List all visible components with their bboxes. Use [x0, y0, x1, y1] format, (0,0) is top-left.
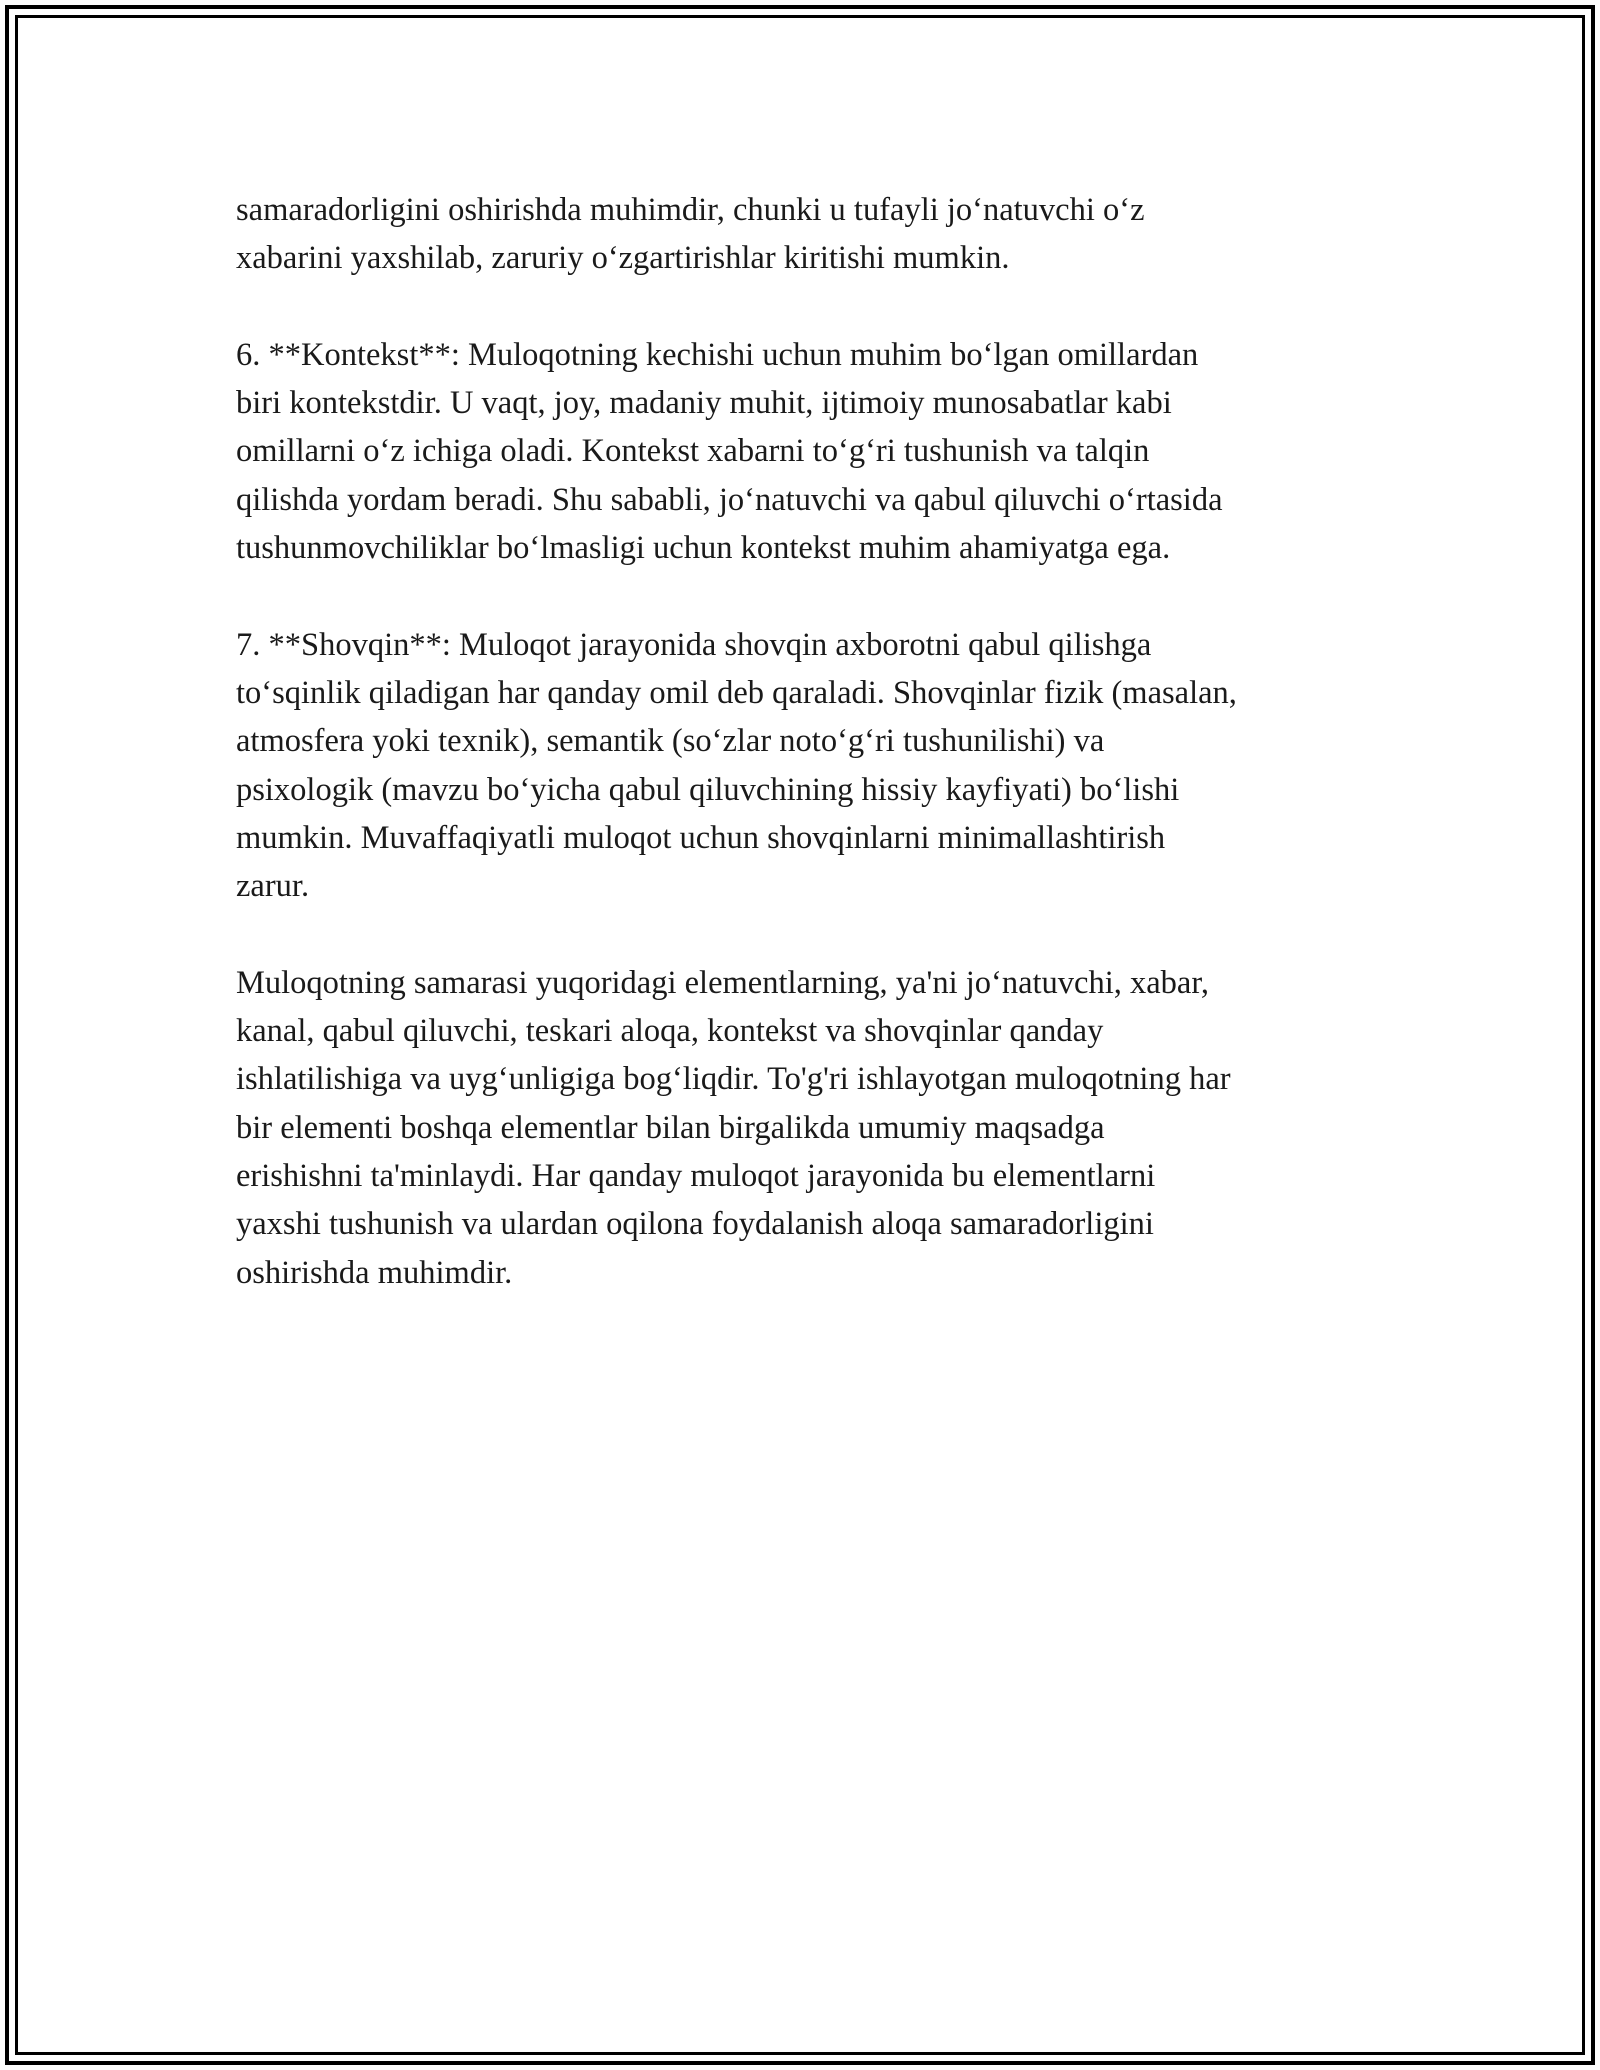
paragraph-noise: 7. **Shovqin**: Muloqot jarayonida shovqin axborotni qabul qilishga to‘sqinlik qiladigan har qanday omil deb qaraladi. Shovqinlar fizik (masalan, atmosfera yoki texnik), semantik (so‘zlar noto‘g‘ri tushunilishi) va psixologik (mavzu bo‘yicha qabul qiluvchining hissiy kayfiyati) bo‘lishi mumkin. Muvaffaqiyatli muloqot uchun shovqinlarni minimallashtirish zarur. — [236, 626, 1237, 905]
document-body — [236, 186, 1381, 1297]
paragraph-conclusion: Muloqotning samarasi yuqoridagi elementlarning, ya'ni jo‘natuvchi, xabar, kanal, qabul qiluvchi, teskari aloqa, kontekst va shovqinlar qanday ishlatilishiga va uyg‘unligiga bog‘liqdir. To'g'ri ishlayotgan muloqotning har bir elementi boshqa elementlar bilan birgalikda umumiy maqsadga erishishni ta'minlaydi. Har qanday muloqot jarayonida bu elementlarni yaxshi tushunish va ulardan oqilona foydalanish aloqa samaradorligini oshirishda muhimdir. — [236, 964, 1231, 1291]
paragraph-feedback-continuation: samaradorligini oshirishda muhimdir, chunki u tufayli jo‘natuvchi o‘z xabarini yaxshilab, zaruriy o‘zgartirishlar kiritishi mumkin. — [236, 192, 1145, 277]
paragraph-context: 6. **Kontekst**: Muloqotning kechishi uchun muhim bo‘lgan omillardan biri kontekstdir. U vaqt, joy, madaniy muhit, ijtimoiy munosabatlar kabi omillarni o‘z ichiga oladi. Kontekst xabarni to‘g‘ri tushunish va talqin qilishda yordam beradi. Shu sababli, jo‘natuvchi va qabul qiluvchi o‘rtasida tushunmovchiliklar bo‘lmasligi uchun kontekst muhim ahamiyatga ega. — [236, 336, 1223, 567]
